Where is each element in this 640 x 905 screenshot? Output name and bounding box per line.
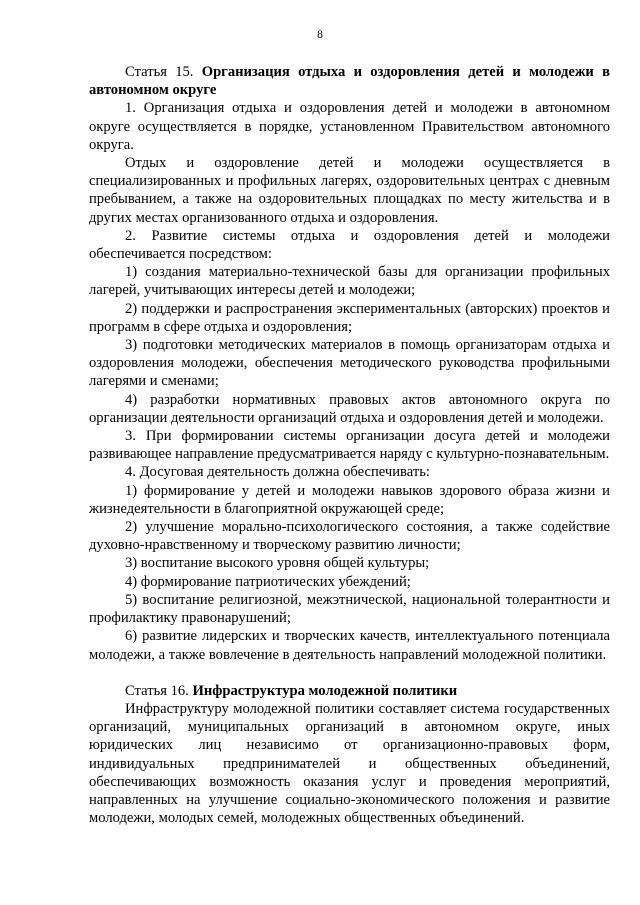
paragraph: Отдых и оздоровление детей и молодежи осуществляется в специализированных и профильных лагерях, оздоровительных центрах с дневным пребыванием, а также на оздоровительных площадках по месту жительства и в других местах организованного отдыха и оздоровления. — [89, 155, 610, 226]
article-15-title: Организация отдыха и оздоровления детей и молодежи в автономном округе — [89, 64, 610, 99]
list-item: 1) формирование у детей и молодежи навыков здорового образа жизни и жизнедеятельности в благоприятной окружающей среде; — [89, 482, 610, 517]
list-item: 2) улучшение морально-психологического состояния, а также содействие духовно-нравственному и творческому развитию личности; — [89, 519, 610, 554]
paragraph: 2. Развитие системы отдыха и оздоровления детей и молодежи обеспечивается посредством: — [89, 227, 610, 263]
list-item: 4) разработки нормативных правовых актов автономного округа по организации деятельности организаций отдыха и оздоровления детей и молодежи. — [89, 391, 610, 426]
list-item: 3) воспитание высокого уровня общей культуры; — [125, 555, 430, 572]
article-15-body — [89, 99, 610, 663]
article-16-prefix: Статья 16. — [125, 682, 189, 699]
page-number: 8 — [317, 29, 323, 41]
list-item: 2) поддержки и распространения экспериментальных (авторских) проектов и программ в сфере отдыха и оздоровления; — [89, 300, 610, 335]
paragraph: 4. Досуговая деятельность должна обеспечивать: — [125, 464, 430, 481]
article-16-heading — [89, 682, 610, 700]
list-item: 1) создания материально-технической базы для организации профильных лагерей, учитывающих интересы детей и молодежи; — [89, 264, 610, 299]
article-16-body — [89, 700, 610, 827]
article-16-title: Инфраструктура молодежной политики — [192, 682, 458, 699]
article-15-heading — [89, 63, 610, 99]
paragraph: 3. При формировании системы организации досуга детей и молодежи развивающее направление предусматривается наряду с культурно-познавательным. — [89, 428, 610, 463]
list-item: 3) подготовки методических материалов в помощь организаторам отдыха и оздоровления молодежи, обеспечения методического руководства профильными лагерями и сменами; — [89, 337, 610, 390]
paragraph: Инфраструктуру молодежной политики составляет система государственных организаций, муниципальных организаций в автономном округе, иных юридических лиц независимо от организационно-правовых форм, индивидуальных предпринимателей и общественных объединений, обеспечивающих возможность оказания услуг и проведения мероприятий, направленных на улучшение социально-экономического положения и развитие молодежи, молодых семей, молодежных общественных объединений. — [89, 700, 610, 827]
paragraph: 1. Организация отдыха и оздоровления детей и молодежи в автономном округе осуществляется в порядке, установленном Правительством автономного округа. — [89, 100, 610, 153]
list-item: 5) воспитание религиозной, межэтнической, национальной толерантности и профилактику правонарушений; — [89, 591, 610, 627]
article-15-prefix: Статья 15. — [125, 64, 194, 80]
section-spacer — [89, 664, 610, 682]
list-item: 6) развитие лидерских и творческих качеств, интеллектуального потенциала молодежи, а также вовлечение в деятельность направлений молодежной политики. — [89, 628, 610, 663]
list-item: 4) формирование патриотических убеждений; — [125, 573, 411, 590]
